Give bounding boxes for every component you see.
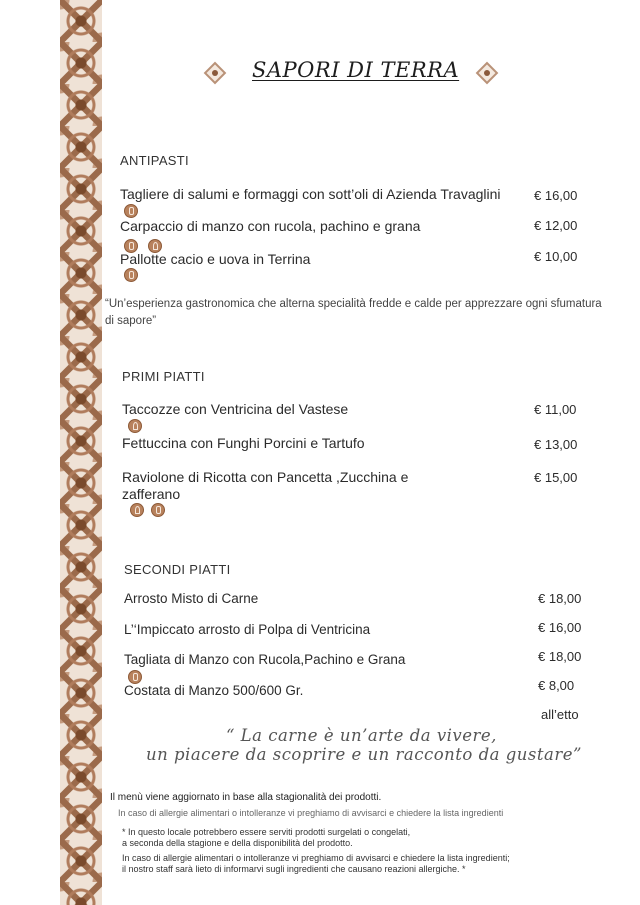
menu-item-name: Pallotte cacio e uova in Terrina [120,251,311,267]
menu-item-price: € 12,00 [534,218,578,233]
section-heading-secondi: SECONDI PIATTI [124,562,231,577]
allergen-icon [124,204,138,218]
menu-item-price: € 15,00 [534,470,578,485]
menu-item-name: Raviolone di Ricotta con Pancetta ,Zucchina e [122,469,409,485]
page-title: SAPORI DI TERRA [252,58,460,82]
menu-item-price: € 16,00 [538,620,582,635]
menu-item-price: € 8,00 [538,678,575,693]
footer-seasonal-note: Il menù viene aggiornato in base alla stagionalità dei prodotti. [110,792,382,803]
menu-item-price: € 18,00 [538,649,582,664]
menu-item-price: € 18,00 [538,591,582,606]
menu-item-name: Taccozze con Ventricina del Vastese [122,401,349,417]
menu-item-name: Fettuccina con Funghi Porcini e Tartufo [122,435,365,451]
allergen-icon [128,670,142,684]
menu-item-name: Tagliere di salumi e formaggi con sott’oli di Azienda Travaglini [120,186,501,202]
menu-header [200,56,500,92]
menu-item-name: L’‘Impiccato arrosto di Polpa di Ventricina [124,622,371,637]
menu-item-name-continued: zafferano [122,486,181,502]
menu-item-unit: all’etto [541,707,579,722]
footer-allergy-note: In caso di allergie alimentari o intolleranze vi preghiamo di avvisarci e chiedere la lista ingredienti [118,808,504,818]
allergen-icon [151,503,165,517]
menu-item-name: Costata di Manzo 500/600 Gr. [124,683,304,698]
allergen-icon [130,503,144,517]
antipasti-description: “Un’esperienza gastronomica che alterna specialità fredde e calde per apprezzare ogni sfumatura di sapore” [105,298,602,327]
quote-line-1: “ La carne è un’arte da vivere, [226,726,497,745]
tile-ornament-icon [476,62,498,84]
footer-allergy-info-2: il nostro staff sarà lieto di informarvi sugli ingredienti che causano reazioni allergiche. * [122,864,466,874]
menu-item-price: € 13,00 [534,437,578,452]
footer-allergy-info: In caso di allergie alimentari o intolleranze vi preghiamo di avvisarci e chiedere la lista ingredienti; [122,853,510,863]
decorative-tile-strip [60,0,102,905]
menu-item-name: Arrosto Misto di Carne [124,591,259,606]
section-heading-antipasti: ANTIPASTI [120,153,189,168]
menu-item-name: Tagliata di Manzo con Rucola,Pachino e Grana [124,652,406,667]
menu-item-price: € 16,00 [534,188,578,203]
allergen-icon [128,419,142,433]
allergen-icon [124,268,138,282]
tile-ornament-icon [204,62,226,84]
footer-frozen-note-2: a seconda della stagione e della disponibilità del prodotto. [122,838,353,848]
menu-item-price: € 10,00 [534,249,578,264]
section-heading-primi: PRIMI PIATTI [122,369,205,384]
footer-frozen-note: * In questo locale potrebbero essere serviti prodotti surgelati o congelati, [122,827,411,837]
menu-item-price: € 11,00 [534,402,577,417]
quote-line-2: un piacere da scoprire e un racconto da gustare” [146,745,582,764]
menu-item-name: Carpaccio di manzo con rucola, pachino e grana [120,218,421,234]
